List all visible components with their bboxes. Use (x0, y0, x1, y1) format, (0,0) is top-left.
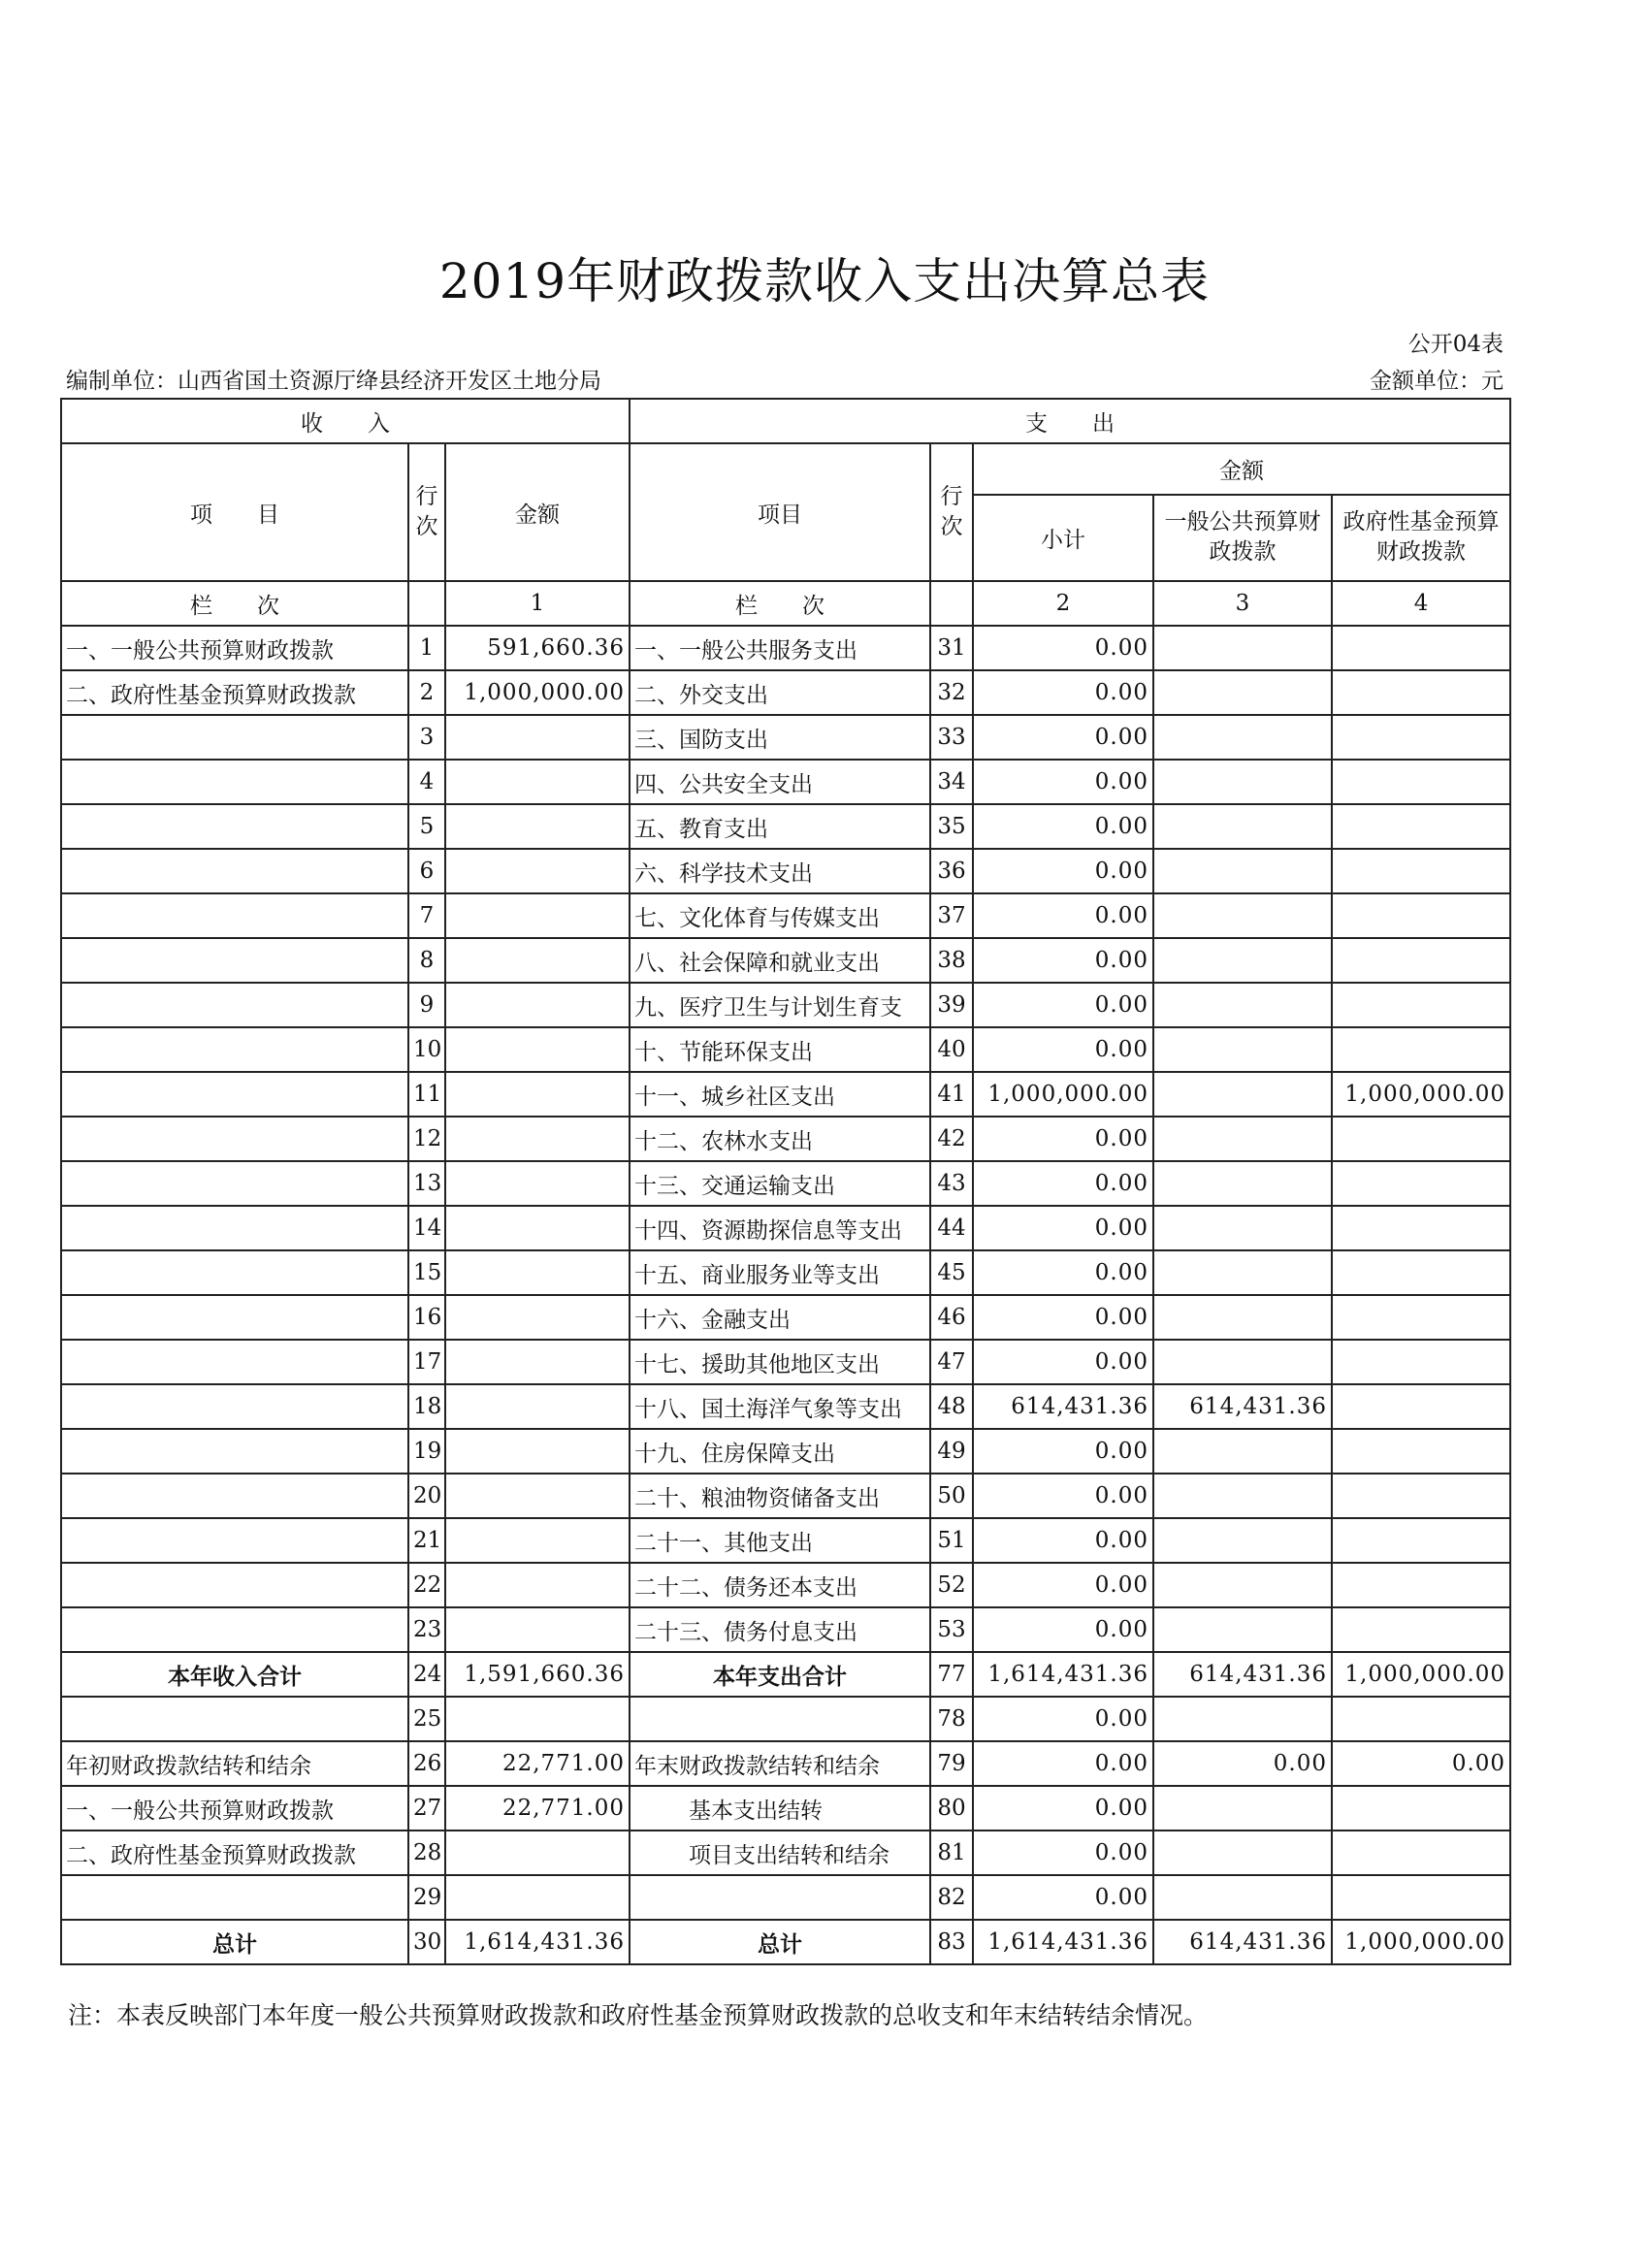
cell-in-amt (445, 1117, 630, 1161)
cell-ex-item: 七、文化体育与传媒支出 (630, 893, 930, 938)
budget-table (60, 398, 1511, 1965)
cell-in-amt (445, 1563, 630, 1607)
cell-ex-item: 十九、住房保障支出 (630, 1429, 930, 1474)
cell-ex-no: 46 (930, 1295, 973, 1340)
cell-in-amt (445, 1607, 630, 1652)
cell-ex-no: 40 (930, 1027, 973, 1072)
table-row (61, 1027, 1510, 1072)
cell-fund (1332, 893, 1510, 938)
expense-line-header: 行次 (930, 443, 973, 581)
cell-fund (1332, 1384, 1510, 1429)
cell-in-item (61, 1518, 408, 1563)
cell-in-amt (445, 893, 630, 938)
cell-fund (1332, 1429, 1510, 1474)
cell-in-no: 28 (408, 1831, 445, 1875)
cell-sub: 0.00 (973, 1697, 1153, 1741)
table-row (61, 1161, 1510, 1206)
cell-in-amt: 1,000,000.00 (445, 670, 630, 715)
col-index-2: 2 (973, 581, 1153, 626)
cell-ex-no: 52 (930, 1563, 973, 1607)
cell-in-no: 19 (408, 1429, 445, 1474)
cell-ex-no: 32 (930, 670, 973, 715)
cell-ex-item: 年末财政拨款结转和结余 (630, 1741, 930, 1786)
cell-fund (1332, 1206, 1510, 1250)
cell-ex-no: 45 (930, 1250, 973, 1295)
income-item-header: 项 目 (61, 443, 408, 581)
general-budget-header: 一般公共预算财政拨款 (1153, 495, 1332, 581)
expense-item-header: 项目 (630, 443, 930, 581)
unit-label: 金额单位：元 (1370, 369, 1504, 394)
cell-gen (1153, 1697, 1332, 1741)
expense-header: 支 出 (630, 399, 1510, 443)
cell-ex-item: 二十三、债务付息支出 (630, 1607, 930, 1652)
cell-fund (1332, 1161, 1510, 1206)
col-index-empty-2 (930, 581, 973, 626)
cell-ex-no: 48 (930, 1384, 973, 1429)
subtotal-header: 小计 (973, 495, 1153, 581)
cell-in-no: 6 (408, 849, 445, 893)
cell-in-no: 29 (408, 1875, 445, 1920)
cell-in-amt (445, 1250, 630, 1295)
cell-ex-no: 33 (930, 715, 973, 760)
table-row (61, 849, 1510, 893)
cell-in-item (61, 1474, 408, 1518)
cell-sub: 0.00 (973, 1206, 1153, 1250)
cell-gen (1153, 1295, 1332, 1340)
cell-fund: 1,000,000.00 (1332, 1652, 1510, 1697)
meta-row (66, 363, 1504, 394)
cell-in-item (61, 1295, 408, 1340)
table-row (61, 983, 1510, 1027)
cell-in-item (61, 1697, 408, 1741)
cell-fund (1332, 1027, 1510, 1072)
table-row (61, 715, 1510, 760)
cell-in-no: 1 (408, 626, 445, 670)
cell-in-no: 16 (408, 1295, 445, 1340)
table-row (61, 804, 1510, 849)
table-row (61, 1072, 1510, 1117)
table-row (61, 1340, 1510, 1384)
cell-fund: 1,000,000.00 (1332, 1920, 1510, 1964)
cell-ex-item: 十、节能环保支出 (630, 1027, 930, 1072)
cell-in-no: 13 (408, 1161, 445, 1206)
table-row (61, 1518, 1510, 1563)
cell-in-amt (445, 1518, 630, 1563)
cell-gen (1153, 1607, 1332, 1652)
cell-in-amt: 22,771.00 (445, 1741, 630, 1786)
cell-sub: 0.00 (973, 1340, 1153, 1384)
cell-fund (1332, 1340, 1510, 1384)
cell-ex-no: 78 (930, 1697, 973, 1741)
org-label: 编制单位：山西省国土资源厅绛县经济开发区土地分局 (66, 369, 601, 394)
cell-fund (1332, 849, 1510, 893)
cell-fund (1332, 1786, 1510, 1831)
cell-in-no: 17 (408, 1340, 445, 1384)
cell-in-amt (445, 760, 630, 804)
cell-gen (1153, 1831, 1332, 1875)
cell-in-item: 一、一般公共预算财政拨款 (61, 626, 408, 670)
cell-fund (1332, 670, 1510, 715)
cell-in-amt (445, 1875, 630, 1920)
cell-fund (1332, 1697, 1510, 1741)
cell-in-no: 7 (408, 893, 445, 938)
cell-in-item (61, 1875, 408, 1920)
cell-sub: 0.00 (973, 1563, 1153, 1607)
cell-in-no: 2 (408, 670, 445, 715)
cell-ex-no: 36 (930, 849, 973, 893)
cell-in-amt (445, 938, 630, 983)
cell-in-item (61, 804, 408, 849)
cell-in-no: 18 (408, 1384, 445, 1429)
cell-ex-no: 77 (930, 1652, 973, 1697)
cell-in-no: 10 (408, 1027, 445, 1072)
cell-ex-item: 二十一、其他支出 (630, 1518, 930, 1563)
cell-in-item (61, 1117, 408, 1161)
cell-gen (1153, 983, 1332, 1027)
cell-gen (1153, 1474, 1332, 1518)
table-row (61, 938, 1510, 983)
cell-in-item (61, 849, 408, 893)
cell-ex-item: 十五、商业服务业等支出 (630, 1250, 930, 1295)
cell-gen (1153, 760, 1332, 804)
cell-in-item (61, 760, 408, 804)
cell-fund (1332, 1607, 1510, 1652)
cell-in-amt (445, 1384, 630, 1429)
cell-sub: 0.00 (973, 1518, 1153, 1563)
cell-gen (1153, 1117, 1332, 1161)
cell-ex-item: 总计 (630, 1920, 930, 1964)
cell-sub: 0.00 (973, 1875, 1153, 1920)
cell-gen: 0.00 (1153, 1741, 1332, 1786)
cell-in-amt (445, 983, 630, 1027)
footnote: 注：本表反映部门本年度一般公共预算财政拨款和政府性基金预算财政拨款的总收支和年末结转结余情况。 (68, 2001, 1209, 2029)
cell-gen (1153, 1518, 1332, 1563)
cell-gen (1153, 1875, 1332, 1920)
cell-in-item: 一、一般公共预算财政拨款 (61, 1786, 408, 1831)
cell-ex-item: 二十二、债务还本支出 (630, 1563, 930, 1607)
cell-sub: 0.00 (973, 1161, 1153, 1206)
col-index-4: 4 (1332, 581, 1510, 626)
cell-in-amt: 1,614,431.36 (445, 1920, 630, 1964)
cell-gen (1153, 626, 1332, 670)
table-row (61, 1563, 1510, 1607)
income-amount-header: 金额 (445, 443, 630, 581)
col-index-empty (408, 581, 445, 626)
cell-gen (1153, 1563, 1332, 1607)
page-title: 2019年财政拨款收入支出决算总表 (438, 253, 1211, 309)
cell-fund (1332, 715, 1510, 760)
cell-ex-no: 50 (930, 1474, 973, 1518)
cell-sub: 0.00 (973, 1250, 1153, 1295)
cell-sub: 614,431.36 (973, 1384, 1153, 1429)
cell-in-no: 20 (408, 1474, 445, 1518)
cell-in-amt (445, 1161, 630, 1206)
income-line-header: 行次 (408, 443, 445, 581)
cell-sub: 0.00 (973, 1741, 1153, 1786)
cell-in-amt: 22,771.00 (445, 1786, 630, 1831)
table-row (61, 1652, 1510, 1697)
cell-in-no: 4 (408, 760, 445, 804)
income-header: 收 入 (61, 399, 630, 443)
cell-in-no: 30 (408, 1920, 445, 1964)
cell-in-amt: 1,591,660.36 (445, 1652, 630, 1697)
table-row (61, 1384, 1510, 1429)
cell-ex-no: 80 (930, 1786, 973, 1831)
table-row (61, 1250, 1510, 1295)
cell-sub: 0.00 (973, 1474, 1153, 1518)
cell-ex-item: 十三、交通运输支出 (630, 1161, 930, 1206)
cell-ex-no: 37 (930, 893, 973, 938)
table-row (61, 1429, 1510, 1474)
cell-in-no: 14 (408, 1206, 445, 1250)
cell-ex-no: 83 (930, 1920, 973, 1964)
cell-ex-no: 34 (930, 760, 973, 804)
cell-sub: 0.00 (973, 715, 1153, 760)
cell-gen (1153, 715, 1332, 760)
cell-in-item (61, 983, 408, 1027)
cell-in-item (61, 715, 408, 760)
cell-sub: 0.00 (973, 1429, 1153, 1474)
cell-sub: 0.00 (973, 983, 1153, 1027)
cell-gen (1153, 670, 1332, 715)
cell-ex-item: 基本支出结转 (630, 1786, 930, 1831)
cell-in-amt (445, 1429, 630, 1474)
cell-in-amt (445, 1027, 630, 1072)
cell-ex-no: 81 (930, 1831, 973, 1875)
table-row (61, 1295, 1510, 1340)
form-number: 公开04表 (1407, 332, 1504, 357)
table-row (61, 1875, 1510, 1920)
cell-sub: 0.00 (973, 760, 1153, 804)
cell-ex-item: 十二、农林水支出 (630, 1117, 930, 1161)
cell-sub: 1,614,431.36 (973, 1652, 1153, 1697)
cell-ex-item: 本年支出合计 (630, 1652, 930, 1697)
cell-gen: 614,431.36 (1153, 1384, 1332, 1429)
cell-in-item (61, 1607, 408, 1652)
cell-in-amt (445, 1697, 630, 1741)
table-row (61, 1117, 1510, 1161)
cell-in-no: 21 (408, 1518, 445, 1563)
cell-sub: 0.00 (973, 1295, 1153, 1340)
cell-ex-no: 31 (930, 626, 973, 670)
cell-in-item (61, 1340, 408, 1384)
table-row (61, 1741, 1510, 1786)
cell-ex-no: 47 (930, 1340, 973, 1384)
cell-fund (1332, 1831, 1510, 1875)
col-index-label: 栏 次 (61, 581, 408, 626)
cell-gen (1153, 1429, 1332, 1474)
cell-sub: 0.00 (973, 938, 1153, 983)
table-row (61, 1697, 1510, 1741)
cell-sub: 0.00 (973, 849, 1153, 893)
cell-ex-no: 53 (930, 1607, 973, 1652)
cell-fund (1332, 1250, 1510, 1295)
cell-in-no: 8 (408, 938, 445, 983)
cell-fund (1332, 983, 1510, 1027)
cell-gen (1153, 938, 1332, 983)
cell-gen (1153, 1072, 1332, 1117)
cell-sub: 0.00 (973, 1786, 1153, 1831)
cell-in-no: 3 (408, 715, 445, 760)
cell-in-no: 26 (408, 1741, 445, 1786)
cell-in-item (61, 1384, 408, 1429)
cell-in-amt (445, 804, 630, 849)
table-row (61, 1474, 1510, 1518)
cell-ex-item (630, 1875, 930, 1920)
cell-in-item: 年初财政拨款结转和结余 (61, 1741, 408, 1786)
cell-in-item (61, 1429, 408, 1474)
cell-in-item (61, 1250, 408, 1295)
cell-sub: 0.00 (973, 1607, 1153, 1652)
cell-in-item: 总计 (61, 1920, 408, 1964)
cell-ex-item: 四、公共安全支出 (630, 760, 930, 804)
cell-gen: 614,431.36 (1153, 1920, 1332, 1964)
cell-gen (1153, 1250, 1332, 1295)
cell-in-no: 5 (408, 804, 445, 849)
cell-sub: 1,614,431.36 (973, 1920, 1153, 1964)
cell-gen (1153, 849, 1332, 893)
cell-in-no: 12 (408, 1117, 445, 1161)
cell-fund (1332, 1474, 1510, 1518)
cell-fund (1332, 1518, 1510, 1563)
cell-ex-item: 八、社会保障和就业支出 (630, 938, 930, 983)
cell-in-item (61, 1027, 408, 1072)
cell-fund (1332, 804, 1510, 849)
cell-in-amt (445, 1831, 630, 1875)
cell-gen (1153, 804, 1332, 849)
expense-amount-header: 金额 (973, 443, 1510, 495)
cell-in-amt (445, 715, 630, 760)
cell-ex-item: 十四、资源勘探信息等支出 (630, 1206, 930, 1250)
cell-in-amt (445, 849, 630, 893)
cell-in-item (61, 1206, 408, 1250)
cell-in-no: 27 (408, 1786, 445, 1831)
cell-sub: 0.00 (973, 1831, 1153, 1875)
cell-in-item (61, 1072, 408, 1117)
cell-in-amt (445, 1206, 630, 1250)
cell-gen (1153, 1340, 1332, 1384)
cell-gen (1153, 893, 1332, 938)
cell-fund (1332, 938, 1510, 983)
cell-gen (1153, 1161, 1332, 1206)
cell-ex-item: 二、外交支出 (630, 670, 930, 715)
col-index-3: 3 (1153, 581, 1332, 626)
cell-fund: 0.00 (1332, 1741, 1510, 1786)
table-row (61, 1786, 1510, 1831)
cell-in-amt: 591,660.36 (445, 626, 630, 670)
table-row (61, 670, 1510, 715)
cell-ex-item (630, 1697, 930, 1741)
cell-in-no: 22 (408, 1563, 445, 1607)
cell-in-item (61, 1161, 408, 1206)
cell-in-no: 11 (408, 1072, 445, 1117)
cell-in-no: 24 (408, 1652, 445, 1697)
cell-ex-no: 51 (930, 1518, 973, 1563)
cell-sub: 0.00 (973, 670, 1153, 715)
cell-sub: 0.00 (973, 893, 1153, 938)
cell-in-item: 本年收入合计 (61, 1652, 408, 1697)
cell-fund (1332, 1117, 1510, 1161)
cell-in-no: 25 (408, 1697, 445, 1741)
cell-ex-item: 九、医疗卫生与计划生育支 (630, 983, 930, 1027)
cell-fund: 1,000,000.00 (1332, 1072, 1510, 1117)
table-row (61, 1831, 1510, 1875)
cell-in-no: 15 (408, 1250, 445, 1295)
col-index-label-2: 栏 次 (630, 581, 930, 626)
cell-in-amt (445, 1072, 630, 1117)
table-row (61, 1607, 1510, 1652)
cell-ex-item: 一、一般公共服务支出 (630, 626, 930, 670)
table-row (61, 626, 1510, 670)
cell-ex-no: 44 (930, 1206, 973, 1250)
cell-sub: 0.00 (973, 626, 1153, 670)
cell-fund (1332, 1563, 1510, 1607)
cell-ex-no: 82 (930, 1875, 973, 1920)
cell-in-item (61, 893, 408, 938)
cell-fund (1332, 1875, 1510, 1920)
col-index-1: 1 (445, 581, 630, 626)
cell-ex-item: 项目支出结转和结余 (630, 1831, 930, 1875)
cell-ex-item: 二十、粮油物资储备支出 (630, 1474, 930, 1518)
cell-sub: 1,000,000.00 (973, 1072, 1153, 1117)
cell-ex-item: 十七、援助其他地区支出 (630, 1340, 930, 1384)
cell-ex-item: 十一、城乡社区支出 (630, 1072, 930, 1117)
cell-in-no: 23 (408, 1607, 445, 1652)
cell-gen: 614,431.36 (1153, 1652, 1332, 1697)
cell-in-item (61, 938, 408, 983)
cell-sub: 0.00 (973, 1027, 1153, 1072)
cell-ex-item: 十六、金融支出 (630, 1295, 930, 1340)
fund-budget-header: 政府性基金预算财政拨款 (1332, 495, 1510, 581)
cell-fund (1332, 626, 1510, 670)
cell-in-amt (445, 1295, 630, 1340)
cell-ex-no: 49 (930, 1429, 973, 1474)
table-row (61, 1920, 1510, 1964)
cell-sub: 0.00 (973, 1117, 1153, 1161)
cell-in-item: 二、政府性基金预算财政拨款 (61, 1831, 408, 1875)
cell-ex-item: 十八、国土海洋气象等支出 (630, 1384, 930, 1429)
cell-ex-no: 79 (930, 1741, 973, 1786)
table-row (61, 760, 1510, 804)
cell-gen (1153, 1027, 1332, 1072)
cell-ex-item: 五、教育支出 (630, 804, 930, 849)
cell-ex-no: 42 (930, 1117, 973, 1161)
cell-in-amt (445, 1474, 630, 1518)
table-row (61, 1206, 1510, 1250)
cell-gen (1153, 1206, 1332, 1250)
cell-in-item: 二、政府性基金预算财政拨款 (61, 670, 408, 715)
cell-sub: 0.00 (973, 804, 1153, 849)
cell-ex-no: 39 (930, 983, 973, 1027)
cell-ex-item: 三、国防支出 (630, 715, 930, 760)
cell-ex-no: 41 (930, 1072, 973, 1117)
cell-in-item (61, 1563, 408, 1607)
cell-ex-no: 35 (930, 804, 973, 849)
cell-gen (1153, 1786, 1332, 1831)
table-row (61, 893, 1510, 938)
cell-ex-item: 六、科学技术支出 (630, 849, 930, 893)
cell-fund (1332, 760, 1510, 804)
cell-fund (1332, 1295, 1510, 1340)
cell-in-amt (445, 1340, 630, 1384)
cell-ex-no: 38 (930, 938, 973, 983)
cell-in-no: 9 (408, 983, 445, 1027)
cell-ex-no: 43 (930, 1161, 973, 1206)
